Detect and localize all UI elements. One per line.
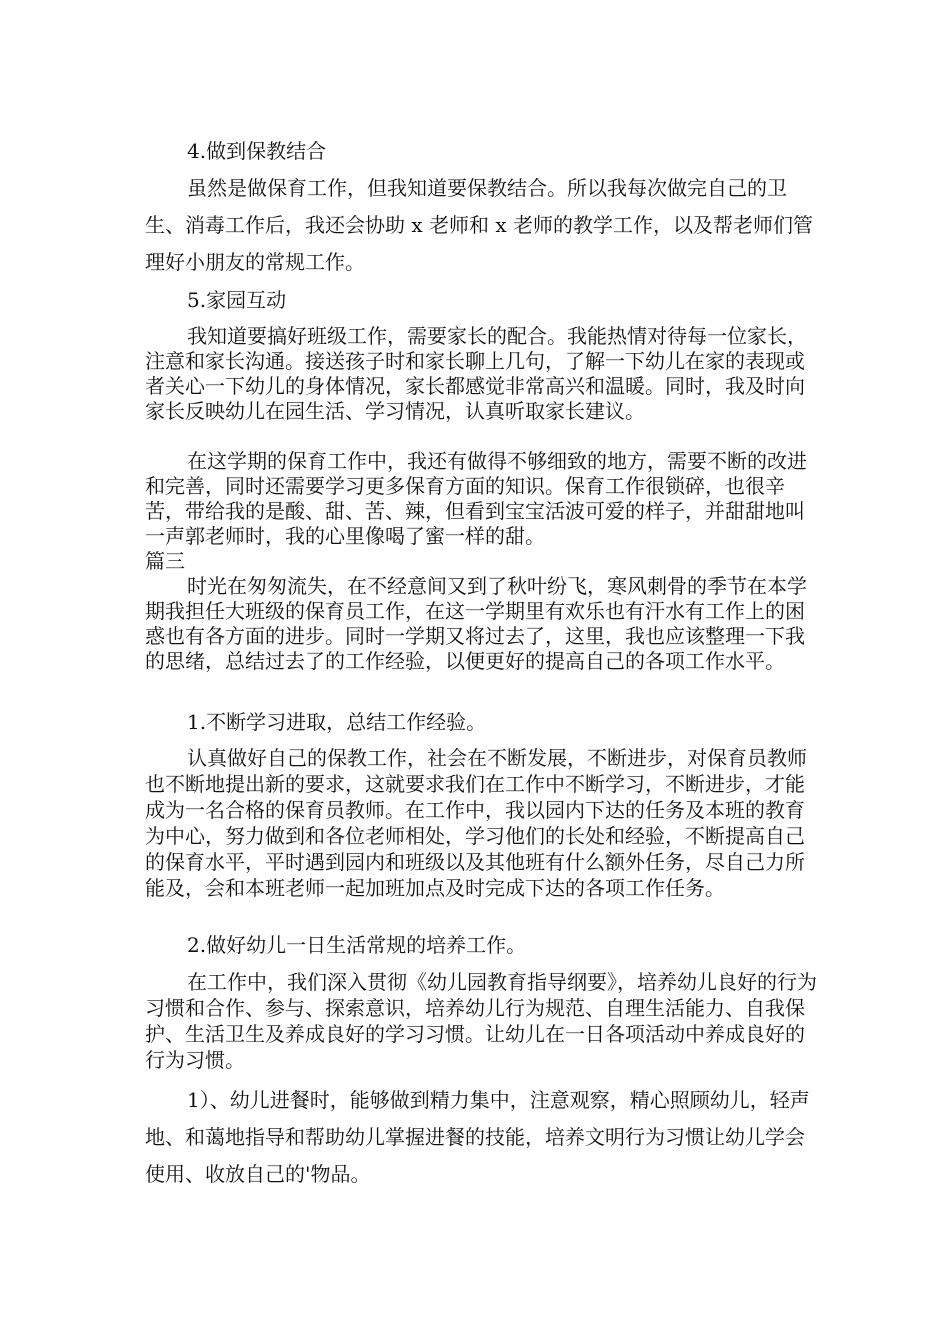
paragraph-2: 在工作中，我们深入贯彻《幼儿园教育指导纲要》，培养幼儿良好的行为习惯和合作、参与、探索意识，培养幼儿行为规范、自理生活能力、自我保护、生活卫生及养成良好的学习习惯。让幼儿在一日各项活动中养成良好的行为习惯。	[145, 970, 817, 1072]
paragraph-1: 认真做好自己的保教工作，社会在不断发展，不断进步，对保育员教师也不断地提出新的要求，这就要求我们在工作中不断学习，不断进步，才能成为一名合格的保育员教师。在工作中，我以园内下达的任务及本班的教育为中心，努力做到和各位老师相处，学习他们的长处和经验，不断提高自己的保育水平，平时遇到园内和班级以及其他班有什么额外任务，尽自己力所能及，会和本班老师一起加班加点及时完成下达的各项工作任务。	[145, 746, 807, 900]
heading-1: 1.不断学习进取，总结工作经验。	[187, 710, 487, 734]
paragraph-5: 我知道要搞好班级工作，需要家长的配合。我能热情对待每一位家长，注意和家长沟通。接送孩子时和家长聊上几句，了解一下幼儿在家的表现或者关心一下幼儿的身体情况，家长都感觉非常高兴和温暖。同时，我及时向家长反映幼儿在园生活、学习情况，认真听取家长建议。	[145, 324, 807, 423]
heading-2: 2.做好幼儿一日生活常规的培养工作。	[187, 933, 527, 957]
heading-4: 4.做到保教结合	[187, 139, 327, 163]
heading-5: 5.家园互动	[187, 288, 287, 312]
section-label: 篇三	[145, 549, 185, 573]
paragraph-4: 虽然是做保育工作，但我知道要保教结合。所以我每次做完自己的卫生、消毒工作后，我还会协助 x 老师和 x 老师的教学工作，以及帮老师们管理好小朋友的常规工作。	[145, 176, 813, 274]
paragraph-summary: 在这学期的保育工作中，我还有做得不够细致的地方，需要不断的改进和完善，同时还需要学习更多保育方面的知识。保育工作很锁碎，也很辛苦，带给我的是酸、甜、苦、辣，但看到宝宝活波可爱的样子，并甜甜地叫一声郭老师时，我的心里像喝了蜜一样的甜。	[145, 449, 807, 548]
paragraph-intro: 时光在匆匆流失，在不经意间又到了秋叶纷飞，寒风刺骨的季节在本学期我担任大班级的保育员工作，在这一学期里有欢乐也有汗水有工作上的困惑也有各方面的进步。同时一学期又将过去了，这里，我也应该整理一下我的思绪，总结过去了的工作经验，以便更好的提高自己的各项工作水平。	[145, 574, 807, 673]
paragraph-2-1: 1）、幼儿进餐时，能够做到精力集中，注意观察，精心照顾幼儿，轻声地、和蔼地指导和帮助幼儿掌握进餐的技能，培养文明行为习惯让幼儿学会使用、收放自己的'物品。	[145, 1088, 810, 1186]
